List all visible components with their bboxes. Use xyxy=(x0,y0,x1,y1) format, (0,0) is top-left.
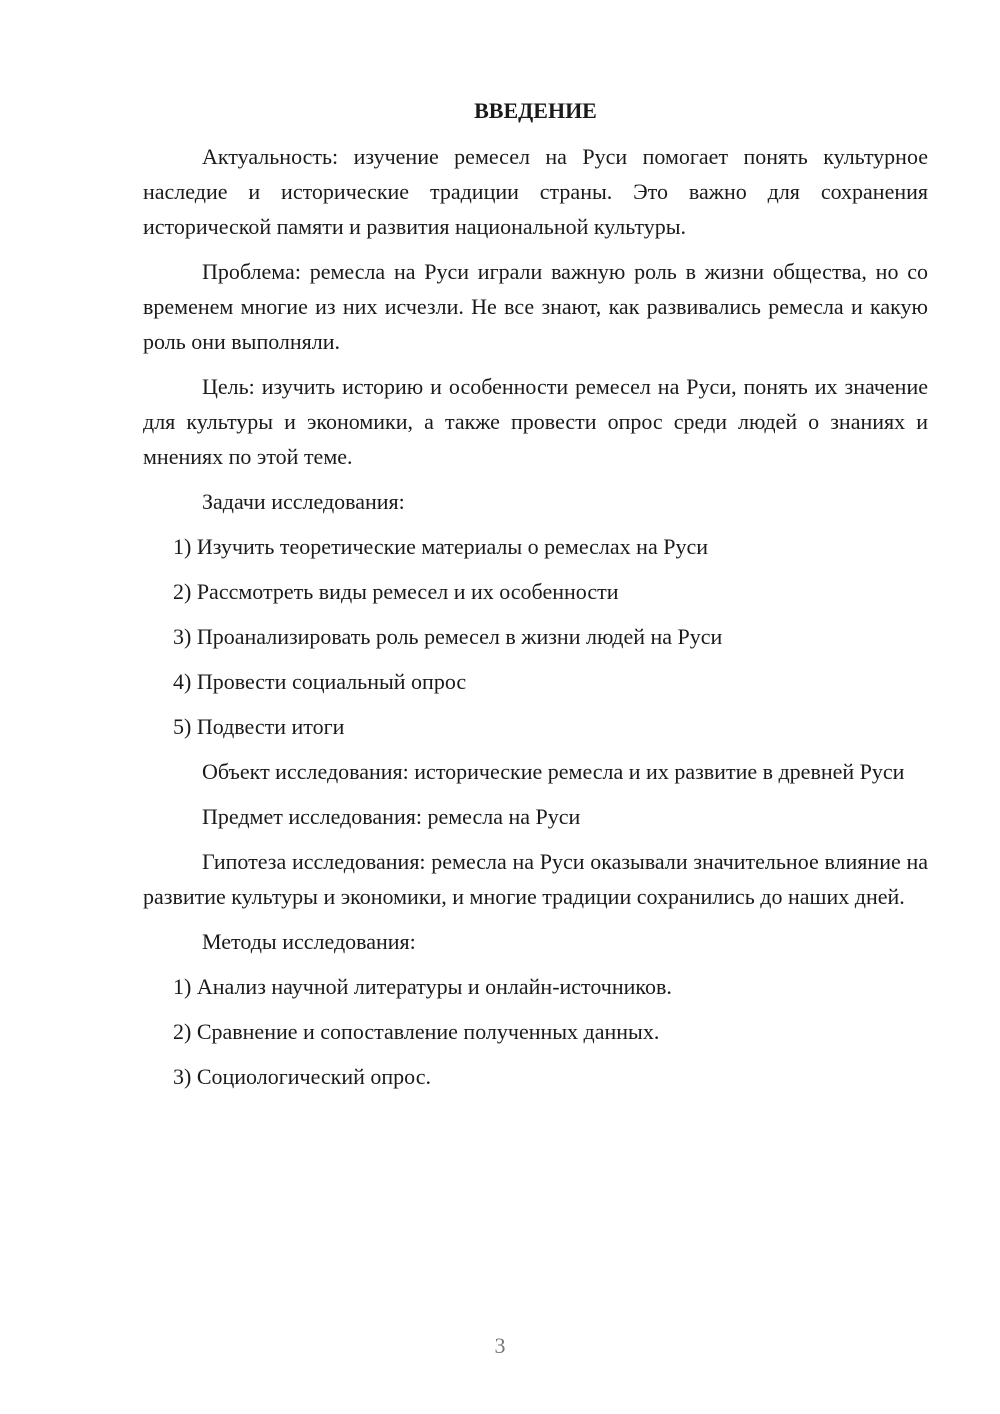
subject-paragraph: Предмет исследования: ремесла на Руси xyxy=(202,804,581,829)
list-item: 5) Подвести итоги xyxy=(173,714,345,739)
page-number: 3 xyxy=(494,1333,506,1358)
goal-paragraph: Цель: изучить историю и особенности ремесел на Руси, понять их значение для культуры и экономики, а также провести опрос среди людей о знаниях и мнениях по этой теме. xyxy=(143,374,928,469)
list-item: 3) Проанализировать роль ремесел в жизни людей на Руси xyxy=(173,624,723,649)
object-paragraph: Объект исследования: исторические ремесла и их развитие в древней Руси xyxy=(202,759,905,784)
list-item: 2) Сравнение и сопоставление полученных данных. xyxy=(173,1019,660,1044)
methods-list xyxy=(143,969,928,1094)
list-item: 4) Провести социальный опрос xyxy=(173,669,467,694)
relevance-paragraph: Актуальность: изучение ремесел на Руси помогает понять культурное наследие и исторические традиции страны. Это важно для сохранения исторической памяти и развития национальной культуры. xyxy=(143,144,928,239)
document-body xyxy=(143,96,928,1104)
section-title: ВВЕДЕНИЕ xyxy=(474,98,597,123)
hypothesis-paragraph: Гипотеза исследования: ремесла на Руси оказывали значительное влияние на развитие культуры и экономики, и многие традиции сохранились до наших дней. xyxy=(143,849,928,909)
tasks-list xyxy=(143,529,928,744)
list-item: 2) Рассмотреть виды ремесел и их особенности xyxy=(173,579,619,604)
list-item: 3) Социологический опрос. xyxy=(173,1064,431,1089)
list-item: 1) Анализ научной литературы и онлайн-источников. xyxy=(173,974,672,999)
tasks-heading: Задачи исследования: xyxy=(202,489,405,514)
methods-heading: Методы исследования: xyxy=(202,929,416,954)
list-item: 1) Изучить теоретические материалы о ремеслах на Руси xyxy=(173,534,708,559)
problem-paragraph: Проблема: ремесла на Руси играли важную роль в жизни общества, но со временем многие из них исчезли. Не все знают, как развивались ремесла и какую роль они выполняли. xyxy=(143,259,928,354)
